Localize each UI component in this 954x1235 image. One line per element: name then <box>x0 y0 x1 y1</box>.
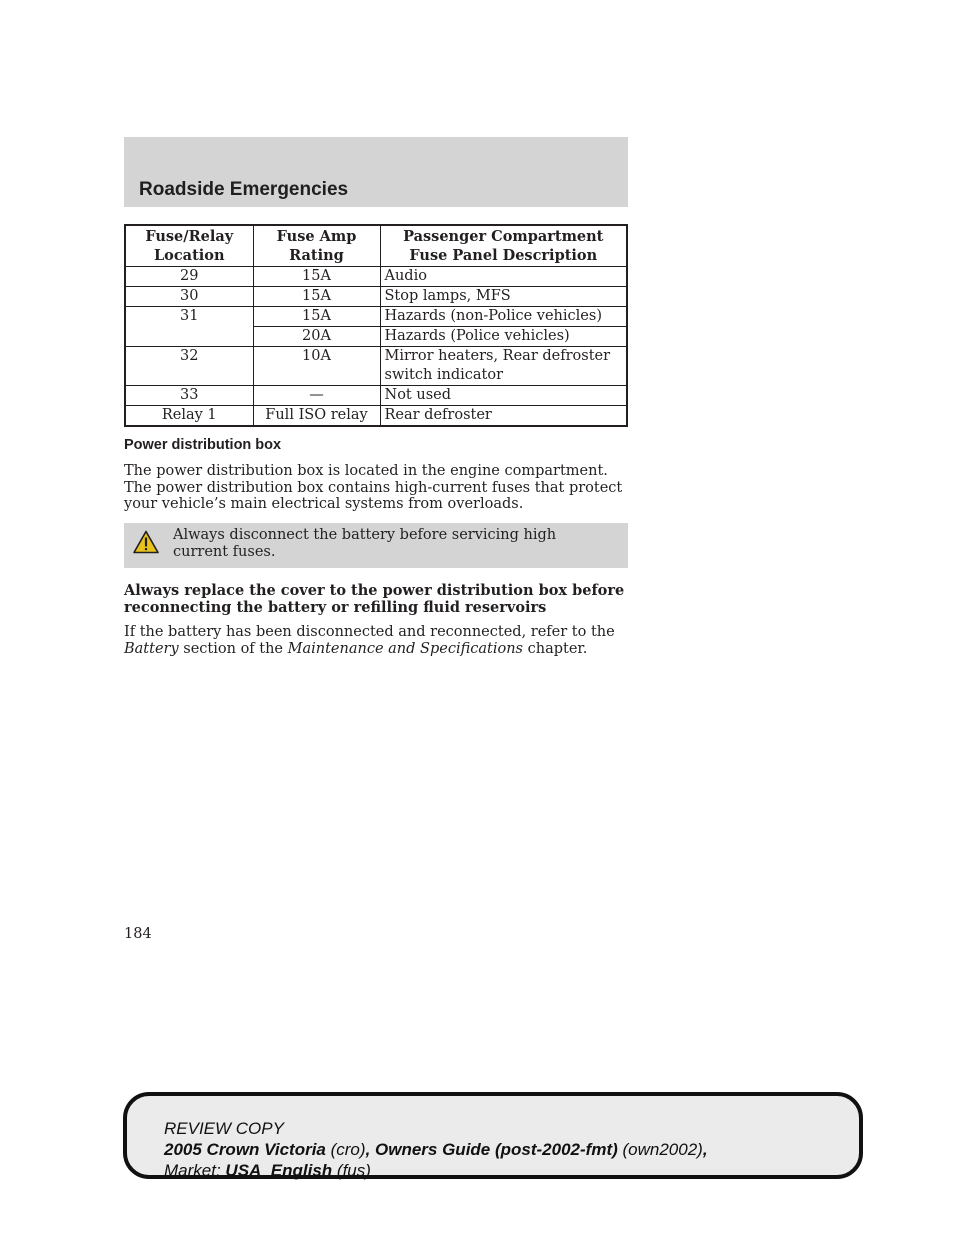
section-header-band <box>124 137 628 207</box>
header-description: Passenger Compartment Fuse Panel Description <box>380 225 627 267</box>
table-row <box>125 406 627 427</box>
reference-text-post: chapter. <box>527 640 588 657</box>
table-row <box>125 347 627 386</box>
maintenance-chapter-reference: Maintenance and Specifications <box>287 640 523 657</box>
section-title: Roadside Emergencies <box>139 179 349 200</box>
footer-text <box>164 1118 708 1181</box>
page-number: 184 <box>124 926 152 942</box>
reference-text-mid: section of the <box>183 640 284 657</box>
reference-paragraph <box>124 624 628 657</box>
reference-text-pre: If the battery has been disconnected and reconnected, refer to the <box>124 624 615 640</box>
warning-text: Always disconnect the battery before servicing high current fuses. <box>173 527 557 560</box>
cell-rating: — <box>253 386 380 406</box>
cell-rating: 15A <box>253 307 380 327</box>
footer-market-code: (fus) <box>336 1161 371 1180</box>
cell-location: 30 <box>125 287 253 307</box>
footer-market: USA_English <box>225 1161 333 1180</box>
footer-guide: , Owners Guide (post-2002-fmt) <box>365 1140 618 1159</box>
footer-model: 2005 Crown Victoria <box>164 1140 326 1159</box>
cell-description: Stop lamps, MFS <box>380 287 627 307</box>
footer-guide-code: (own2002) <box>622 1140 703 1159</box>
cell-location: 33 <box>125 386 253 406</box>
table-row <box>125 307 627 327</box>
cell-description: Not used <box>380 386 627 406</box>
header-location: Fuse/Relay Location <box>125 225 253 267</box>
cell-description: Hazards (non-Police vehicles) <box>380 307 627 327</box>
cell-location: Relay 1 <box>125 406 253 427</box>
warning-box <box>124 523 628 568</box>
footer-comma: , <box>702 1140 708 1159</box>
cell-location: 31 <box>125 307 253 347</box>
cell-rating: 15A <box>253 267 380 287</box>
cell-rating: 15A <box>253 287 380 307</box>
warning-triangle-icon <box>133 530 159 554</box>
battery-section-reference: Battery <box>124 640 179 657</box>
header-rating: Fuse Amp Rating <box>253 225 380 267</box>
table-row <box>125 386 627 406</box>
cell-location: 29 <box>125 267 253 287</box>
review-copy-footer <box>123 1092 863 1179</box>
cell-rating: 20A <box>253 327 380 347</box>
cell-location: 32 <box>125 347 253 386</box>
cell-description: Mirror heaters, Rear defroster switch indicator <box>380 347 627 386</box>
table-header-row <box>125 225 627 267</box>
cell-rating: 10A <box>253 347 380 386</box>
subheading-power-distribution-box: Power distribution box <box>124 437 282 453</box>
table-row <box>125 287 627 307</box>
cell-description: Rear defroster <box>380 406 627 427</box>
fuse-table <box>124 224 628 427</box>
table-row <box>125 267 627 287</box>
cell-description: Hazards (Police vehicles) <box>380 327 627 347</box>
cell-description: Audio <box>380 267 627 287</box>
cell-rating: Full ISO relay <box>253 406 380 427</box>
footer-model-code: (cro) <box>330 1140 366 1159</box>
bold-note: Always replace the cover to the power distribution box before reconnecting the battery or refilling fluid reservoirs <box>124 582 625 616</box>
footer-market-label: Market: <box>164 1161 221 1180</box>
review-copy-label: REVIEW COPY <box>164 1119 284 1138</box>
intro-paragraph: The power distribution box is located in the engine compartment. The power distribution box contains high-current fuses that protect your vehicle’s main electrical systems from overloads. <box>124 463 623 512</box>
